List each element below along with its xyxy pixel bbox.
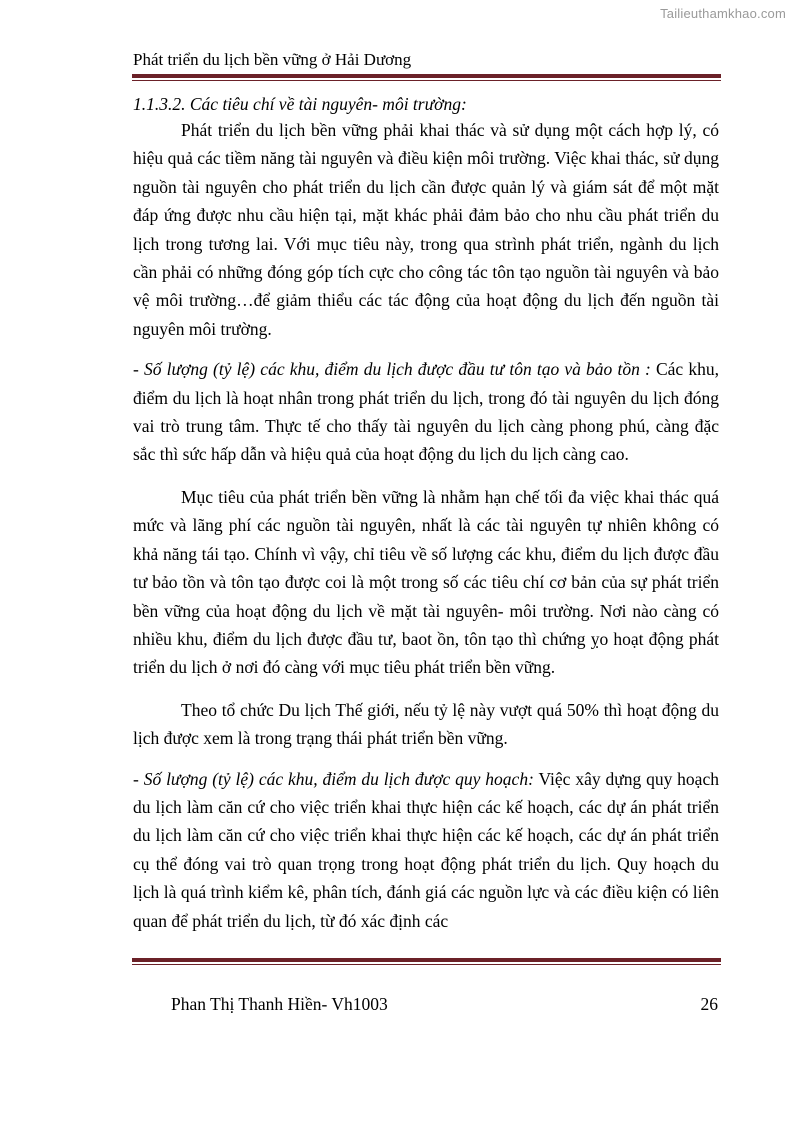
header-divider (132, 74, 721, 81)
criterion-1-paragraph (133, 355, 719, 469)
criterion-2-lead: - Số lượng (tỷ lệ) các khu, điểm du lịch được quy hoạch: (133, 768, 534, 789)
intro-paragraph: Phát triển du lịch bền vững phải khai thác và sử dụng một cách hợp lý, có hiệu quả các tiềm năng tài nguyên và điều kiện môi trường. Việc khai thác, sử dụng nguồn tài nguyên cho phát triển du lịch cần được quản lý và giám sát để một mặt đáp ứng được nhu cầu hiện tại, mặt khác phải đảm bảo cho nhu cầu phát triển du lịch trong tương lai. Với mục tiêu này, trong qua strình phát triển, ngành du lịch cần phải có những đóng góp tích cực cho công tác tôn tạo nguồn tài nguyên và bảo vệ môi trường…để giảm thiểu các tác động của hoạt động du lịch đến nguồn tài nguyên môi trường. (133, 120, 719, 339)
criterion-1-lead: - Số lượng (tỷ lệ) các khu, điểm du lịch được đầu tư tôn tạo và bảo tồn : (133, 359, 651, 380)
page-number: 26 (700, 994, 718, 1014)
footer-divider (132, 958, 721, 965)
footer-author: Phan Thị Thanh Hiền- Vh1003 (171, 994, 388, 1014)
criterion-1-body: Các khu, điểm du lịch là hoạt nhân trong phát triển du lịch, trong đó tài nguyên du lịch đóng vai trò trung tâm. Thực tế cho thấy tài nguyên du lịch càng phong phú, càng đặc sắc thì sức hấp dẫn và hiệu quả của hoạt động du lịch du lịch càng cao. (133, 359, 719, 465)
section-heading: 1.1.3.2. Các tiêu chí về tài nguyên- môi trường: (133, 94, 467, 114)
criterion-2-paragraph (133, 765, 719, 935)
sustainability-paragraph: Mục tiêu của phát triển bền vững là nhằm hạn chế tối đa việc khai thác quá mức và lãng phí các nguồn tài nguyên, nhất là các tài nguyên tự nhiên không có khả năng tái tạo. Chính vì vậy, chỉ tiêu về số lượng các khu, điểm du lịch được đầu tư bảo tồn và tôn tạo được coi là một trong số các tiêu chí cơ bản của sự phát triển bền vững của hoạt động du lịch về mặt tài nguyên- môi trường. Nơi nào càng có nhiều khu, điểm du lịch được đầu tư, baot ồn, tôn tạo thì chứng ỵo hoạt động phát triển du lịch ở nơi đó càng với mục tiêu phát triển bền vững. (133, 486, 719, 678)
watermark-text: Tailieuthamkhao.com (660, 6, 786, 21)
page-body (133, 94, 719, 935)
criterion-2-body: Việc xây dựng quy hoạch du lịch làm căn cứ cho việc triển khai thực hiện các kế hoạch, các dự án phát triển du lịch làm căn cứ cho việc triển khai thực hiện các kế hoạch, các dự án phát triển cụ thể đóng vai trò quan trọng trong hoạt động phát triển du lịch. Quy hoạch du lịch là quá trình kiểm kê, phân tích, đánh giá các nguồn lực và các điều kiện có liên quan để phát triển du lịch, từ đó xác định các (133, 768, 719, 931)
wto-paragraph: Theo tổ chức Du lịch Thế giới, nếu tỷ lệ này vượt quá 50% thì hoạt động du lịch được xem là trong trạng thái phát triển bền vững. (133, 699, 719, 749)
running-header-title: Phát triển du lịch bền vững ở Hải Dương (133, 50, 412, 69)
